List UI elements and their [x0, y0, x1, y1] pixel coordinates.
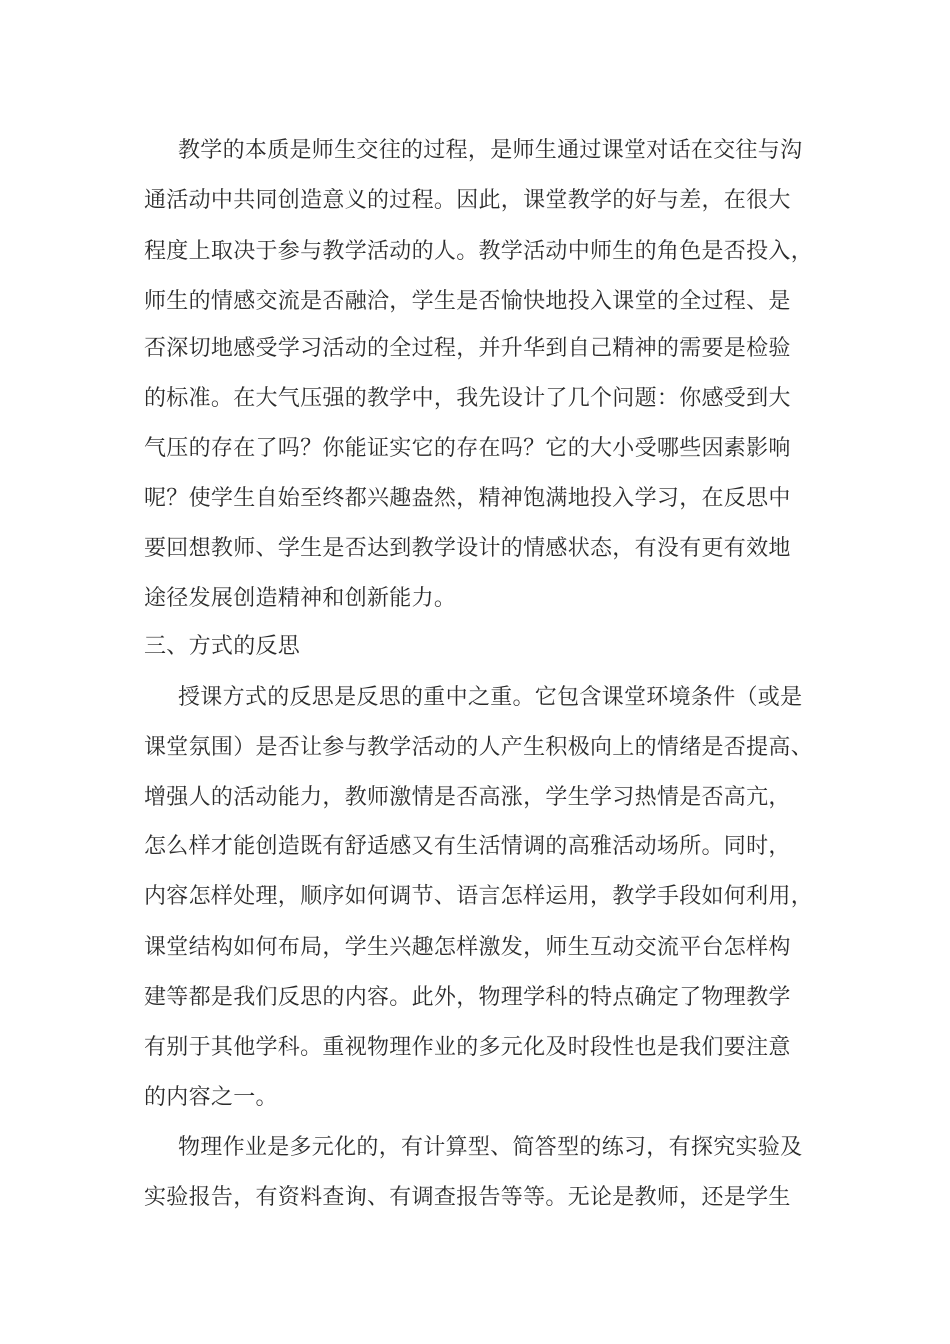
paragraph-1-line: 呢？使学生自始至终都兴趣盎然，精神饱满地投入学习，在反思中	[144, 486, 791, 511]
paragraph-1-line: 师生的情感交流是否融洽，学生是否愉快地投入课堂的全过程、是	[144, 289, 791, 314]
paragraph-3-line: 物理作业是多元化的，有计算型、简答型的练习，有探究实验及	[178, 1135, 803, 1160]
paragraph-1-line: 气压的存在了吗？你能证实它的存在吗？它的大小受哪些因素影响	[144, 436, 791, 461]
paragraph-2-line: 课堂结构如何布局，学生兴趣怎样激发，师生互动交流平台怎样构	[144, 935, 791, 960]
paragraph-1-line: 通活动中共同创造意义的过程。因此，课堂教学的好与差，在很大	[144, 188, 791, 213]
paragraph-1-line: 的标准。在大气压强的教学中，我先设计了几个问题：你感受到大	[144, 386, 791, 411]
paragraph-1-line: 教学的本质是师生交往的过程，是师生通过课堂对话在交往与沟	[178, 138, 803, 163]
paragraph-1-line: 否深切地感受学习活动的全过程，并升华到自己精神的需要是检验	[144, 336, 791, 361]
paragraph-2-line: 怎么样才能创造既有舒适感又有生活情调的高雅活动场所。同时，	[144, 834, 791, 859]
paragraph-2-line: 增强人的活动能力，教师激情是否高涨，学生学习热情是否高亢，	[144, 785, 791, 810]
paragraph-2-line: 建等都是我们反思的内容。此外，物理学科的特点确定了物理教学	[144, 985, 791, 1010]
paragraph-2-line: 课堂氛围）是否让参与教学活动的人产生积极向上的情绪是否提高、	[144, 735, 814, 760]
paragraph-1-line: 要回想教师、学生是否达到教学设计的情感状态，有没有更有效地	[144, 536, 791, 561]
paragraph-1-line: 程度上取决于参与教学活动的人。教学活动中师生的角色是否投入，	[144, 239, 814, 264]
paragraph-2-line: 内容怎样处理，顺序如何调节、语言怎样运用，教学手段如何利用，	[144, 884, 814, 909]
paragraph-2-line: 的内容之一。	[144, 1085, 278, 1110]
paragraph-2-line: 授课方式的反思是反思的重中之重。它包含课堂环境条件（或是	[178, 685, 803, 710]
section-heading: 三、方式的反思	[144, 634, 301, 659]
paragraph-3-line: 实验报告，有资料查询、有调查报告等等。无论是教师，还是学生	[144, 1185, 791, 1210]
paragraph-1-line: 途径发展创造精神和创新能力。	[144, 586, 457, 611]
paragraph-2-line: 有别于其他学科。重视物理作业的多元化及时段性也是我们要注意	[144, 1035, 791, 1060]
